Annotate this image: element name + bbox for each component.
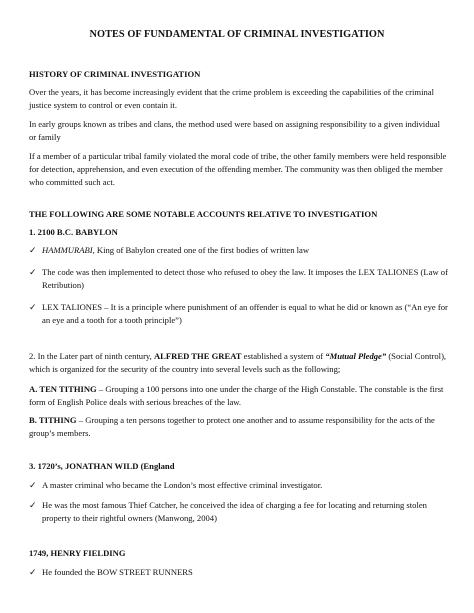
check-icon: ✓ <box>29 302 37 312</box>
accounts-heading: THE FOLLOWING ARE SOME NOTABLE ACCOUNTS RELATIVE TO INVESTIGATION <box>29 209 378 219</box>
check-icon: ✓ <box>29 567 37 577</box>
wild-item-1: A master criminal who became the London’s most effective criminal investigator. <box>42 480 323 490</box>
babylon-heading: 1. 2100 B.C. BABYLON <box>29 227 118 237</box>
babylon-item-3: LEX TALIONES – It is a principle where punishment of an offender is equal to what he did or known as (“An eye for an eye and a tooth for a tooth principle”) <box>42 302 448 325</box>
alfred-name: ALFRED THE GREAT <box>153 351 242 361</box>
wild-item-2: He was the most famous Thief Catcher, he conceived the idea of charging a fee for locating and returning stolen property to their rightful owners (Manwong, 2004) <box>42 500 427 523</box>
alfred-text-a: 2. In the Later part of ninth century, <box>29 351 154 361</box>
ten-tithing-paragraph <box>29 383 449 409</box>
alfred-paragraph <box>29 350 449 376</box>
fielding-item-1: He founded the BOW STREET RUNNERS <box>42 567 193 577</box>
wild-heading: 3. 1720’s, JONATHAN WILD (England <box>29 461 175 471</box>
hammurabi-name: HAMMURABI <box>42 245 93 255</box>
ten-tithing-text: – Grouping a 100 persons into one under the charge of the High Constable. The constable is the first form of English Police deals with serious breaches of the law. <box>29 384 444 407</box>
fielding-heading: 1749, HENRY FIELDING <box>29 548 126 558</box>
alfred-text-e: (Social Control), which is organized for the security of the country into several levels such as the following; <box>29 351 447 374</box>
babylon-item-2: The code was then implemented to detect those who refused to obey the law. It imposes the LEX TALIONES (Law of Retribution) <box>42 267 448 290</box>
mutual-pledge-term: “Mutual Pledge” <box>325 351 387 361</box>
history-paragraph-3: If a member of a particular tribal family violated the moral code of tribe, the other family members were held responsible for detection, apprehension, and even execution of the offending member. The community was then obliged the member who committed such act. <box>29 151 447 187</box>
tithing-paragraph <box>29 414 449 440</box>
check-icon: ✓ <box>29 500 37 510</box>
check-icon: ✓ <box>29 480 37 490</box>
history-paragraph-1: Over the years, it has become increasingly evident that the crime problem is exceeding the capabilities of the criminal justice system to control or even contain it. <box>29 87 434 110</box>
tithing-text: – Grouping a ten persons together to protect one another and to assume responsibility for the acts of the group’s members. <box>29 415 435 438</box>
ten-tithing-term: A. TEN TITHING <box>29 384 97 394</box>
babylon-item-1 <box>42 244 452 257</box>
history-heading: HISTORY OF CRIMINAL INVESTIGATION <box>29 69 201 79</box>
babylon-item-1-text: , King of Babylon created one of the first bodies of written law <box>92 245 310 255</box>
check-icon: ✓ <box>29 267 37 277</box>
document-title: NOTES OF FUNDAMENTAL OF CRIMINAL INVESTIGATION <box>89 29 385 40</box>
tithing-term: B. TITHING <box>29 415 77 425</box>
check-icon: ✓ <box>29 245 37 255</box>
alfred-text-c: established a system of <box>241 351 326 361</box>
history-paragraph-2: In early groups known as tribes and clans, the method used were based on assigning responsibility to a given individual or family <box>29 119 440 142</box>
